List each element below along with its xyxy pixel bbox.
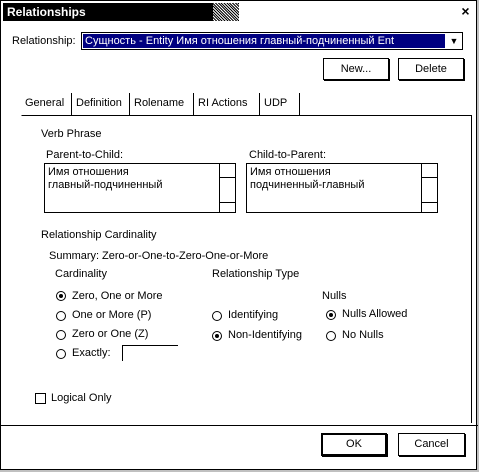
- child-to-parent-textarea[interactable]: [246, 163, 438, 213]
- relationship-select[interactable]: [81, 32, 463, 50]
- child-scrollbar-down[interactable]: [422, 202, 437, 212]
- tab-ri-actions[interactable]: RI Actions: [194, 93, 260, 115]
- cardinality-zero-one-more-label[interactable]: Zero, One or More: [72, 290, 163, 302]
- cardinality-one-or-more-radio[interactable]: [56, 311, 66, 321]
- window-title: Relationships: [7, 5, 86, 19]
- parent-scrollbar[interactable]: [219, 164, 235, 212]
- child-to-parent-label: Child-to-Parent:: [249, 149, 327, 161]
- tab-rolename[interactable]: Rolename: [130, 93, 194, 115]
- child-scrollbar-up[interactable]: [422, 164, 437, 178]
- new-button[interactable]: New...: [323, 58, 389, 80]
- child-scrollbar[interactable]: [421, 164, 437, 212]
- tab-udp[interactable]: UDP: [260, 93, 300, 115]
- identifying-radio[interactable]: [212, 311, 222, 321]
- verb-phrase-heading: Verb Phrase: [41, 128, 102, 140]
- parent-to-child-textarea[interactable]: [44, 163, 236, 213]
- identifying-label[interactable]: Identifying: [228, 309, 279, 321]
- parent-to-child-line-1: Имя отношения: [48, 166, 129, 178]
- nulls-allowed-label[interactable]: Nulls Allowed: [342, 308, 408, 320]
- no-nulls-radio[interactable]: [326, 331, 336, 341]
- cardinality-zero-or-one-radio[interactable]: [56, 330, 66, 340]
- child-to-parent-line-2: подчиненный-главный: [250, 179, 365, 191]
- tab-panel-border: [471, 115, 472, 423]
- child-to-parent-line-1: Имя отношения: [250, 166, 331, 178]
- footer-divider: [1, 425, 478, 426]
- ok-button[interactable]: OK: [321, 433, 387, 456]
- summary-value: Zero-or-One-to-Zero-One-or-More: [102, 250, 269, 262]
- summary-label: Summary:: [49, 250, 100, 262]
- no-nulls-label[interactable]: No Nulls: [342, 329, 384, 341]
- cardinality-heading: Relationship Cardinality: [41, 229, 157, 241]
- cancel-button[interactable]: Cancel: [398, 433, 465, 456]
- tab-general[interactable]: General: [21, 93, 72, 115]
- cardinality-one-or-more-label[interactable]: One or More (P): [72, 309, 152, 321]
- exactly-count-input[interactable]: [122, 345, 178, 361]
- relationship-label: Relationship:: [12, 35, 76, 47]
- title-bar-gradient: [213, 3, 239, 21]
- cardinality-exactly-label[interactable]: Exactly:: [72, 347, 111, 359]
- relationship-select-value: Сущность - Entity Имя отношения главный-подчиненный Ent: [83, 34, 445, 48]
- non-identifying-radio[interactable]: [212, 331, 222, 341]
- delete-button[interactable]: Delete: [398, 58, 464, 80]
- parent-to-child-line-2: главный-подчиненный: [48, 179, 163, 191]
- parent-to-child-label: Parent-to-Child:: [46, 149, 124, 161]
- title-bar-blank: [239, 3, 476, 21]
- cardinality-exactly-radio[interactable]: [56, 349, 66, 359]
- nulls-label: Nulls: [322, 290, 347, 302]
- parent-scrollbar-up[interactable]: [220, 164, 235, 178]
- cardinality-zero-or-one-label[interactable]: Zero or One (Z): [72, 328, 149, 340]
- nulls-allowed-radio[interactable]: [326, 310, 336, 320]
- parent-scrollbar-down[interactable]: [220, 202, 235, 212]
- logical-only-label[interactable]: Logical Only: [51, 392, 112, 404]
- non-identifying-label[interactable]: Non-Identifying: [228, 329, 302, 341]
- title-bar[interactable]: [3, 3, 476, 21]
- cardinality-zero-one-more-radio[interactable]: [56, 291, 66, 301]
- logical-only-checkbox[interactable]: [35, 393, 46, 404]
- relationship-type-label: Relationship Type: [212, 268, 300, 280]
- close-icon[interactable]: ×: [461, 3, 470, 19]
- tab-definition[interactable]: Definition: [72, 93, 130, 115]
- dropdown-arrow-icon[interactable]: ▼: [449, 36, 459, 46]
- cardinality-label: Cardinality: [55, 268, 107, 280]
